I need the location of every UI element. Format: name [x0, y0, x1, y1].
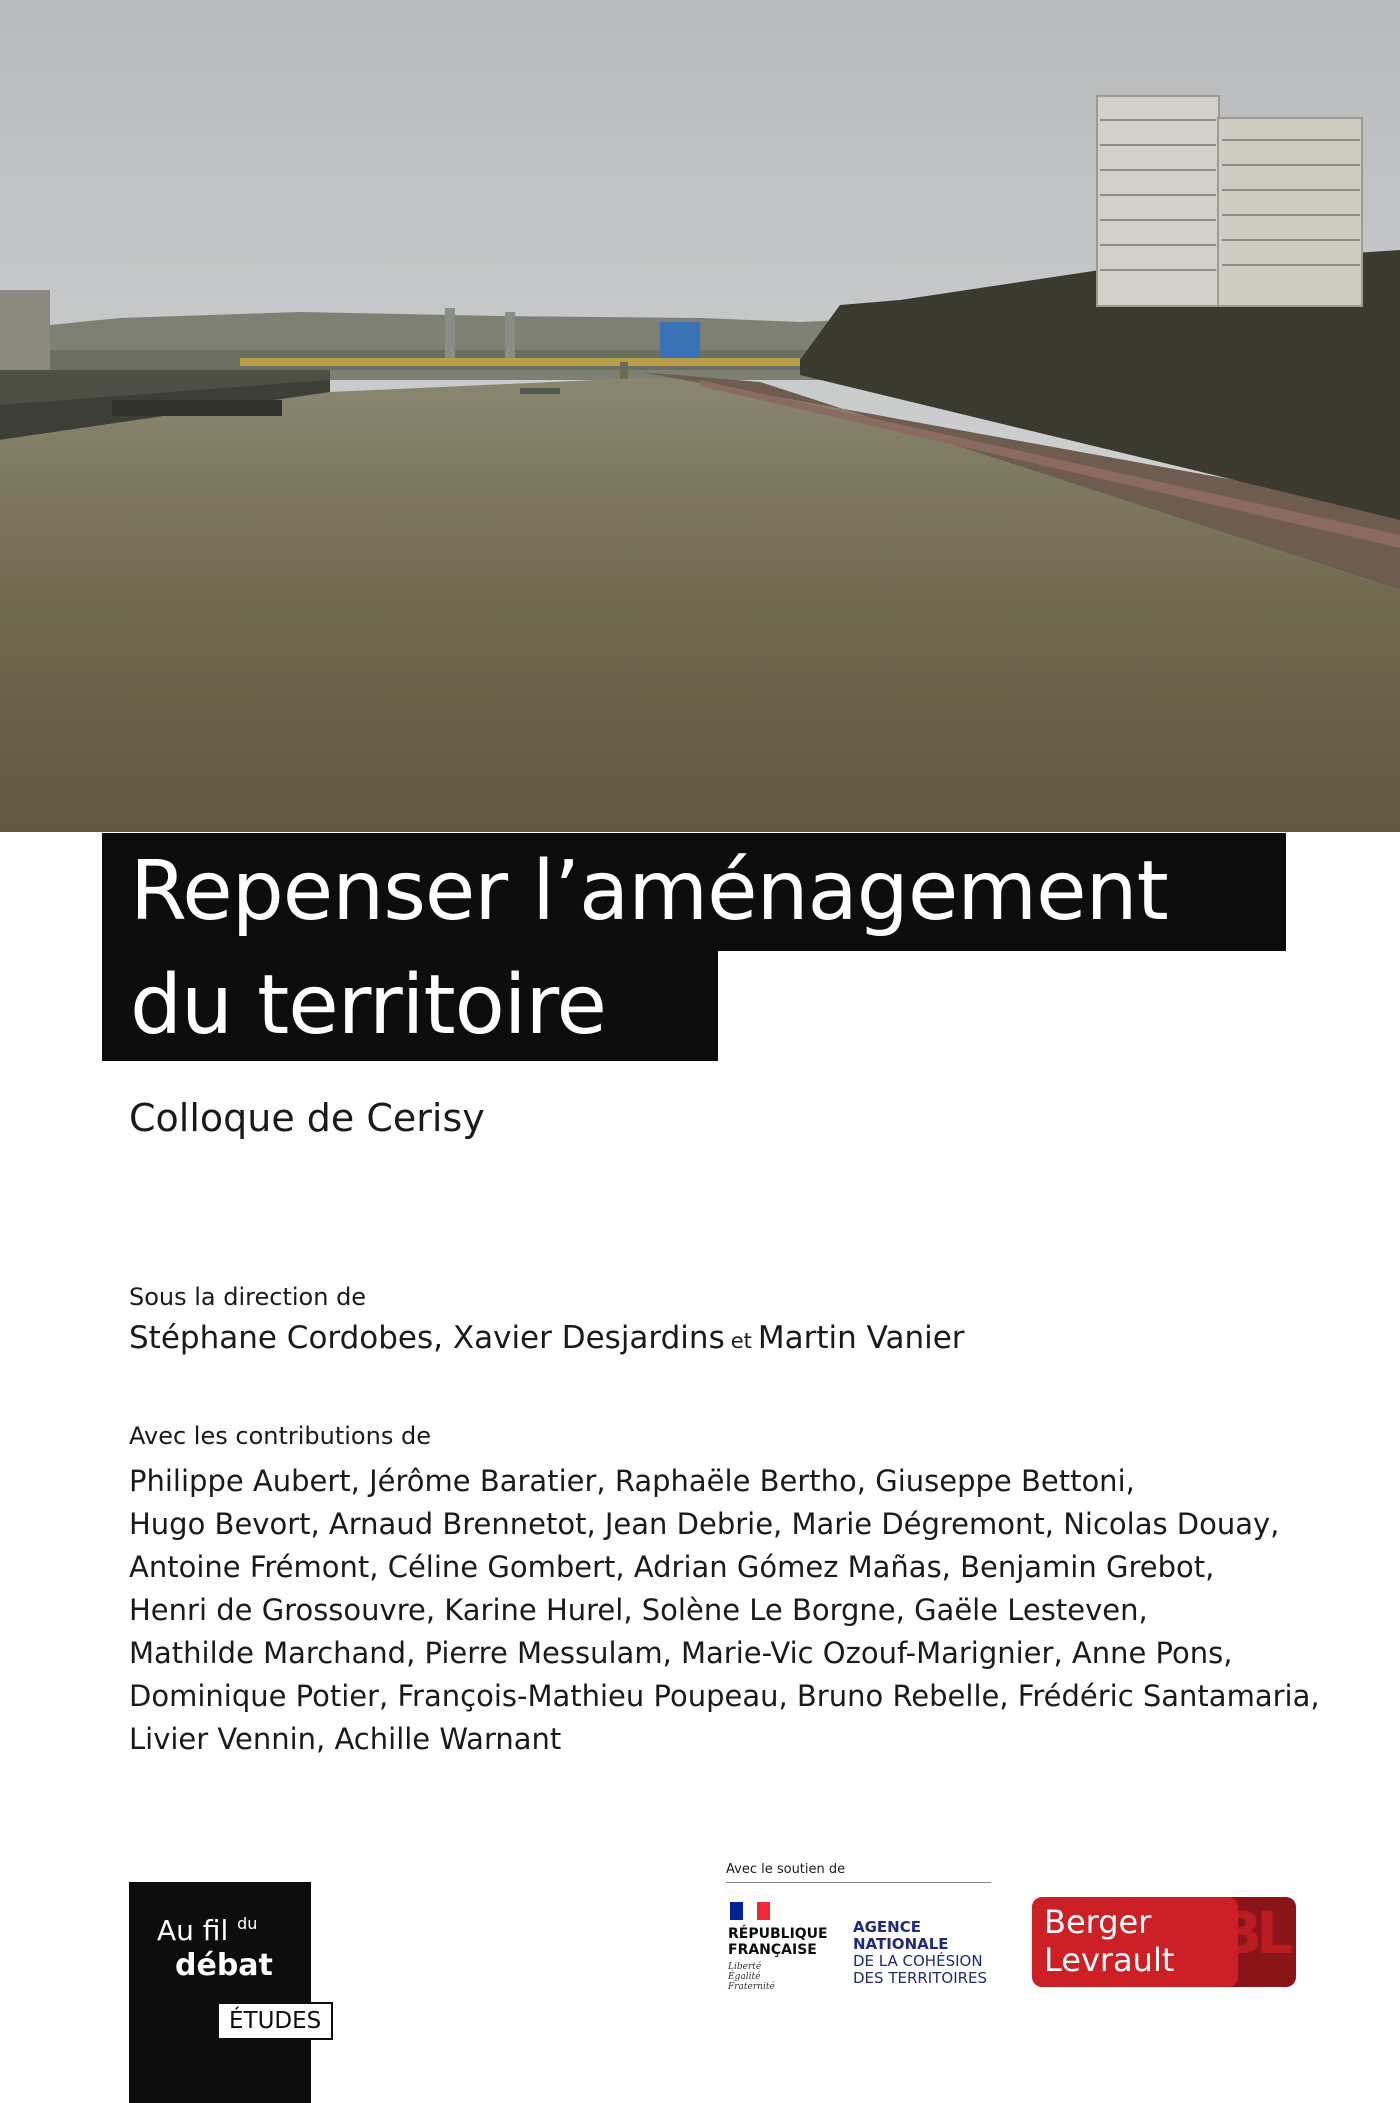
subtitle: Colloque de Cerisy — [129, 1096, 485, 1140]
contributors-line: Henri de Grossouvre, Karine Hurel, Solène Le Borgne, Gaële Lesteven, — [129, 1593, 1148, 1627]
republique-francaise-logo — [726, 1898, 836, 1998]
support-divider — [726, 1882, 991, 1883]
anct-logo: AGENCE NATIONALE DE LA COHÉSION DES TERRITOIRES — [853, 1918, 988, 1987]
support-label: Avec le soutien de — [726, 1862, 846, 1877]
directors — [129, 1320, 965, 1356]
title-line-1: Repenser l’aménagement — [102, 833, 1286, 951]
republique-name: RÉPUBLIQUE FRANÇAISE — [728, 1926, 828, 1958]
contributions-label: Avec les contributions de — [129, 1422, 431, 1450]
contributors-line: Dominique Potier, François-Mathieu Poupeau, Bruno Rebelle, Frédéric Santamaria, — [129, 1679, 1320, 1713]
collection-logo — [129, 1882, 322, 2103]
direction-label: Sous la direction de — [129, 1283, 367, 1311]
publisher-name: Berger Levrault — [1044, 1903, 1175, 1979]
contributors-line: Hugo Bevort, Arnaud Brennetot, Jean Debrie, Marie Dégremont, Nicolas Douay, — [129, 1507, 1280, 1541]
cover-photo-river — [0, 0, 1400, 832]
title-line-2: du territoire — [102, 951, 718, 1061]
collection-badge: ÉTUDES — [217, 2002, 333, 2040]
contributors-line: Mathilde Marchand, Pierre Messulam, Marie-Vic Ozouf-Marignier, Anne Pons, — [129, 1636, 1233, 1670]
directors-part1: Stéphane Cordobes, Xavier Desjardins — [129, 1320, 725, 1356]
directors-part2: Martin Vanier — [757, 1320, 965, 1356]
french-flag-icon — [730, 1902, 770, 1920]
contributors-line: Livier Vennin, Achille Warnant — [129, 1722, 562, 1756]
collection-debat: débat — [175, 1948, 273, 1983]
berger-levrault-logo — [1032, 1897, 1297, 1987]
republique-motto: Liberté Égalité Fraternité — [728, 1962, 775, 1992]
collection-du: du — [237, 1914, 258, 1933]
publisher-monogram: BL — [1218, 1899, 1288, 1967]
contributors-list — [129, 1460, 1320, 1761]
contributors-line: Philippe Aubert, Jérôme Baratier, Raphaële Bertho, Giuseppe Bettoni, — [129, 1464, 1135, 1498]
river-city-illustration — [0, 0, 1400, 832]
directors-et: et — [730, 1329, 752, 1353]
contributors-line: Antoine Frémont, Céline Gombert, Adrian Gómez Mañas, Benjamin Grebot, — [129, 1550, 1215, 1584]
collection-au-fil: Au fil $^{du}$ — [157, 1914, 258, 1947]
